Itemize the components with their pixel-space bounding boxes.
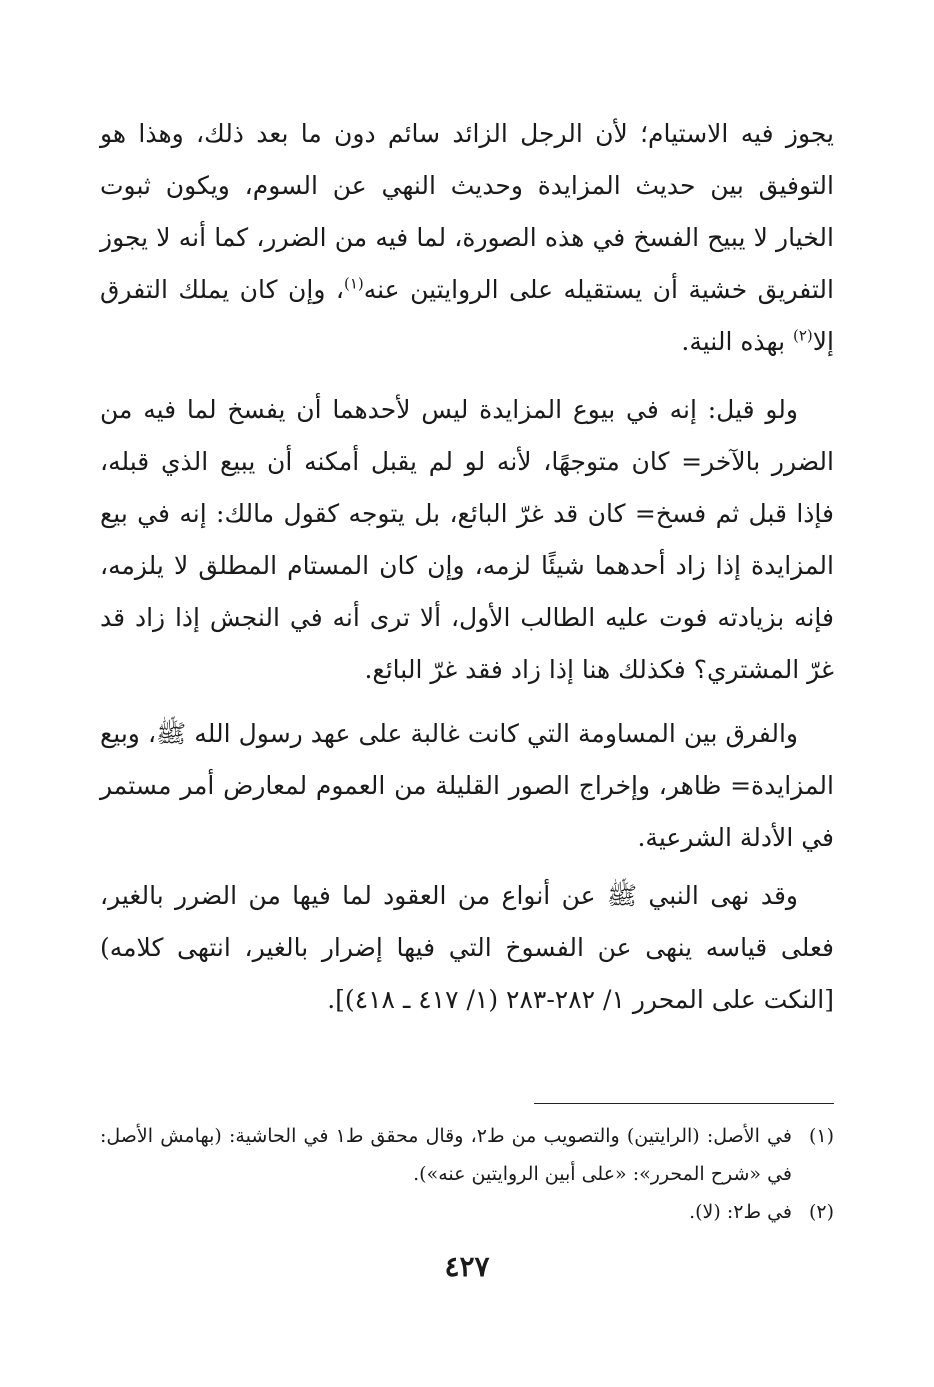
page-number: ٤٢٧ (444, 1250, 490, 1283)
footnote-ref-1[interactable]: (١) (343, 274, 364, 293)
footnote-separator (534, 1103, 834, 1104)
paragraph-2 (100, 384, 834, 696)
footnote-1-number: (١) (808, 1125, 834, 1147)
paragraph-3 (100, 708, 834, 864)
paragraph-1-continuation-a: ، وإن كان يملك التفرق إلا (100, 275, 834, 356)
footnote-2 (100, 1193, 834, 1231)
paragraph-1-text: يجوز فيه الاستيام؛ لأن الرجل الزائد سائم دون ما بعد ذلك، وهذا هو التوفيق بين حديث المزايدة وحديث النهي عن السوم، ويكون ثبوت الخيار لا يبيح الفسخ في هذه الصورة، لما فيه من الضرر، كما أنه لا يجوز التفريق خشية أن يستقيله على الروايتين عنه (100, 119, 834, 304)
paragraph-3-text: والفرق بين المساومة التي كانت غالبة على عهد رسول الله ﷺ، وبيع المزايدة= ظاهر، وإخراج الصور القليلة من العموم لمعارض أمر مستمر في الأدلة الشرعية. (100, 719, 834, 852)
footnote-2-text: في ط٢: (لا). (689, 1201, 792, 1223)
footnote-1-text: في الأصل: (الرايتين) والتصويب من ط٢، وقال محقق ط١ في الحاشية: (بهامش الأصل: في «شرح المحرر»: «على أبين الروايتين عنه»). (100, 1125, 792, 1185)
footnote-ref-2[interactable]: (٢) (793, 326, 813, 345)
paragraph-2-text: ولو قيل: إنه في بيوع المزايدة ليس لأحدهما أن يفسخ لما فيه من الضرر بالآخر= كان متوجهًا، لأنه لو لم يقبل أمكنه أن يبيع الذي قبله، فإذا قبل ثم فسخ= كان قد غرّ البائع، بل يتوجه كقول مالك: إنه في بيع المزايدة إذا زاد أحدهما شيئًا لزمه، وإن كان المستام المطلق لا يلزمه، فإنه بزيادته فوت عليه الطالب الأول، ألا ترى أنه في النجش إذا زاد قد غرّ المشتري؟ فكذلك هنا إذا زاد فقد غرّ البائع. (100, 395, 834, 684)
footnote-2-number: (٢) (808, 1201, 834, 1223)
footnotes (100, 1117, 834, 1231)
paragraph-1-continuation-b: بهذه النية. (681, 327, 793, 356)
paragraph-4-text: وقد نهى النبي ﷺ عن أنواع من العقود لما فيها من الضرر بالغير، فعلى قياسه ينهى عن الفسوخ التي فيها إضرار بالغير، انتهى كلامه) [النكت على المحرر ١/ ٢٨٢-٢٨٣ (١/ ٤١٧ ـ ٤١٨)]. (100, 881, 834, 1014)
footnote-1 (100, 1117, 834, 1193)
paragraph-1 (100, 108, 834, 368)
paragraph-4 (100, 870, 834, 1026)
